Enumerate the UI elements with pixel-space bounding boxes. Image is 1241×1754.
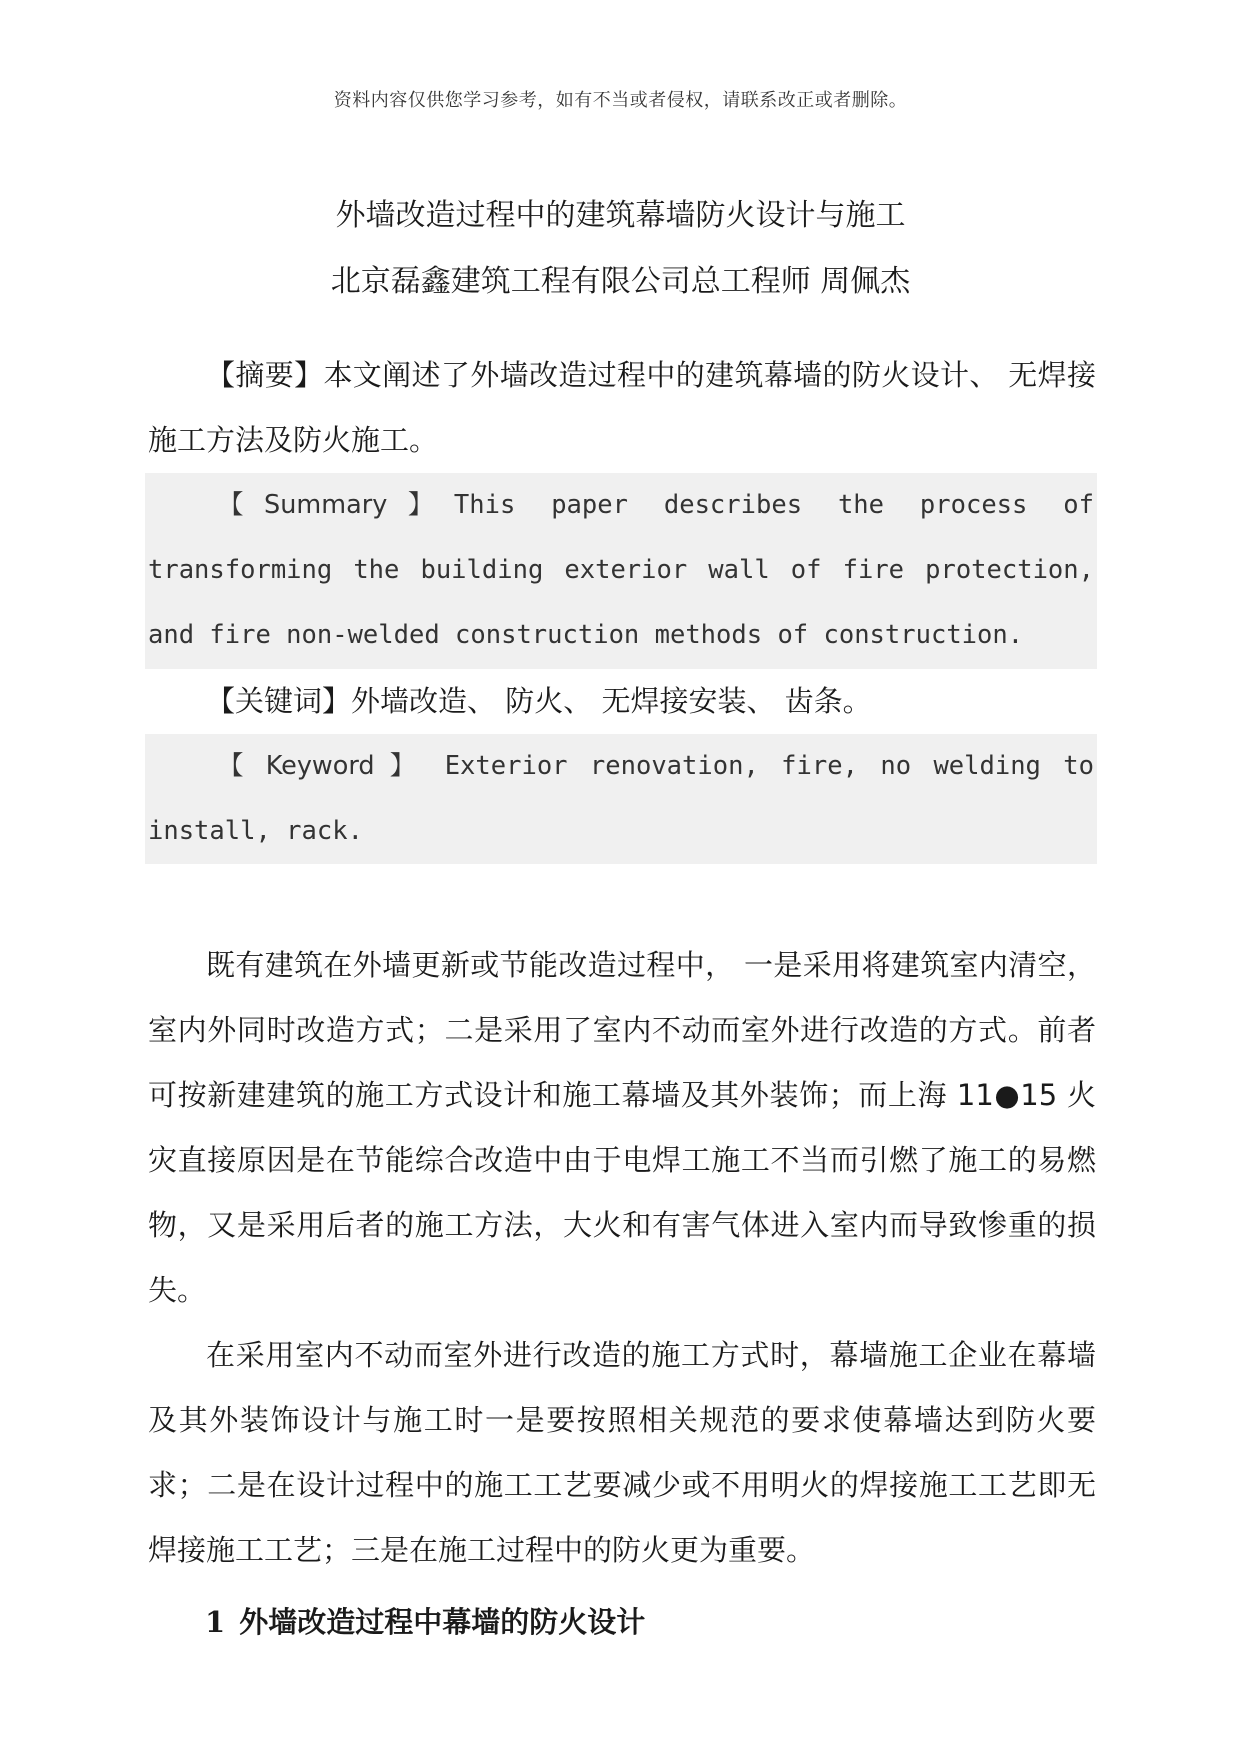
keywords-cn-section — [148, 669, 1096, 734]
summary-text: This paper describes the process of transforming the building exterior wall of fire protection, and fire non-welded construction methods of construction. — [148, 490, 1094, 650]
keywords-cn-paragraph — [148, 669, 1096, 734]
document-title: 外墙改造过程中的建筑幕墙防火设计与施工 — [335, 198, 906, 233]
abstract-paragraph — [148, 343, 1096, 473]
body-section — [148, 933, 1096, 1583]
abstract-text: 本文阐述了外墙改造过程中的建筑幕墙的防火设计、 无焊接施工方法及防火施工。 — [148, 358, 1096, 457]
section-number: 1 — [205, 1605, 226, 1639]
keywords-en-paragraph — [145, 734, 1097, 864]
abstract-label: 【摘要】 — [206, 358, 324, 392]
header-disclaimer: 资料内容仅供您学习参考，如有不当或者侵权，请联系改正或者删除。 — [333, 90, 908, 111]
section-heading — [205, 1600, 645, 1641]
keywords-en-block — [145, 734, 1097, 864]
summary-paragraph — [145, 473, 1097, 668]
summary-block — [145, 473, 1097, 669]
author-line: 北京磊鑫建筑工程有限公司总工程师 周佩杰 — [330, 264, 911, 299]
summary-label: 【Summary】 — [218, 490, 454, 520]
body-paragraph-1: 既有建筑在外墙更新或节能改造过程中， 一是采用将建筑室内清空， 室内外同时改造方式；二是采用了室内不动而室外进行改造的方式。前者可按新建建筑的施工方式设计和施工幕墙及其外装饰；而上海 11●15 火灾直接原因是在节能综合改造中由于电焊工施工不当而引燃了施工的易燃物，又是采用后者的施工方法，大火和有害气体进入室内而导致惨重的损失。 — [148, 948, 1096, 1307]
keywords-en-text: Exterior renovation, fire, no welding to install, rack. — [148, 751, 1095, 846]
keywords-cn-text: 外墙改造、 防火、 无焊接安装、 齿条。 — [351, 684, 872, 718]
section-title: 外墙改造过程中幕墙的防火设计 — [239, 1605, 646, 1639]
keywords-en-label: 【 Keyword 】 — [218, 751, 423, 781]
abstract-section — [148, 343, 1096, 473]
body-paragraph-2: 在采用室内不动而室外进行改造的施工方式时，幕墙施工企业在幕墙及其外装饰设计与施工时一是要按照相关规范的要求使幕墙达到防火要求；二是在设计过程中的施工工艺要减少或不用明火的焊接施工工艺即无焊接施工工艺；三是在施工过程中的防火更为重要。 — [148, 1338, 1096, 1567]
keywords-cn-label: 【关键词】 — [206, 684, 352, 718]
